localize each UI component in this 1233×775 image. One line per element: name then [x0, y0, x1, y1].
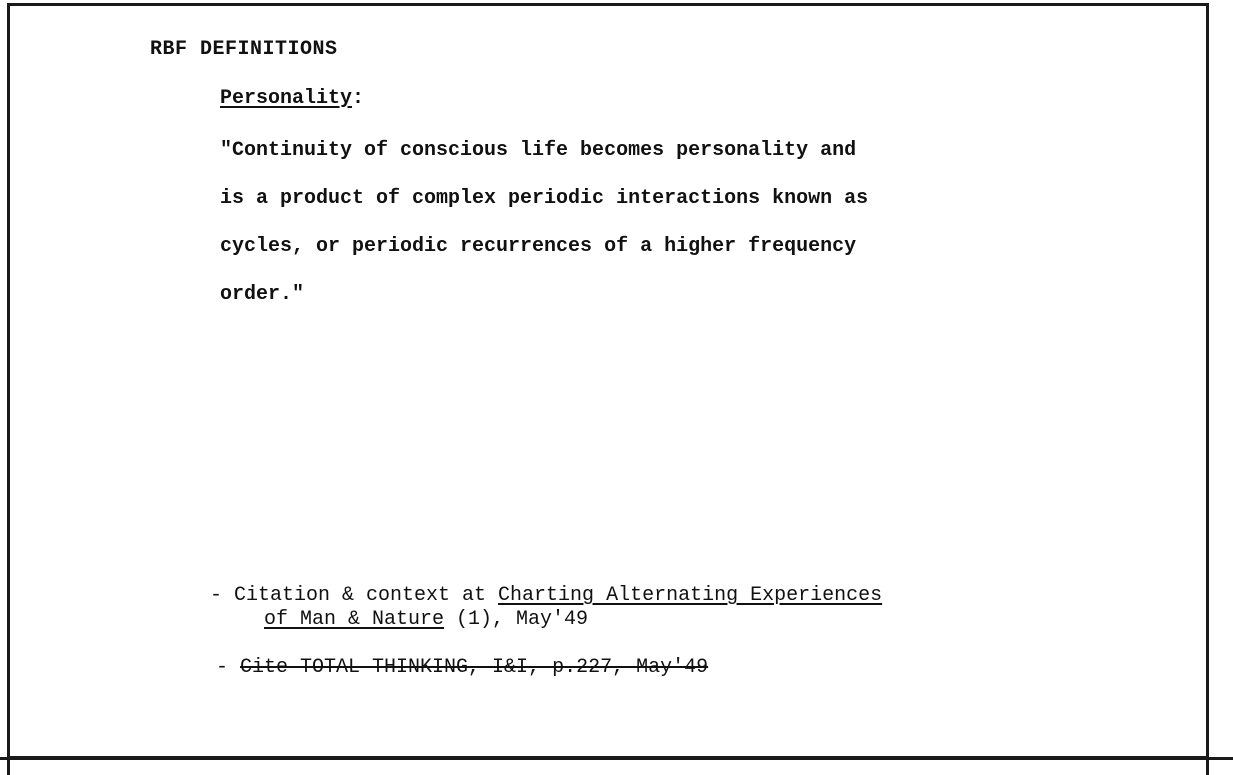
- struck-citation-text: Cite TOTAL THINKING, I&I, p.227, May'49: [240, 656, 709, 679]
- quote-line: order.": [220, 283, 305, 306]
- definition-term: [220, 87, 364, 110]
- page-title: RBF DEFINITIONS: [150, 38, 338, 61]
- term-label: Personality: [220, 87, 353, 110]
- citation-prefix: - Citation & context at: [210, 584, 499, 607]
- definition-quote: [220, 136, 1020, 328]
- struck-dash: -: [216, 656, 241, 679]
- next-card-right-edge: [1206, 757, 1209, 775]
- index-card: [7, 3, 1209, 759]
- card-bottom-rule: [0, 757, 1233, 760]
- citation-suffix: (1), May'49: [444, 608, 589, 631]
- term-colon: :: [352, 87, 365, 110]
- citation-line-1: [210, 584, 882, 608]
- quote-line: "Continuity of conscious life becomes personality and: [220, 139, 857, 162]
- struck-citation: [216, 656, 708, 679]
- citation: [210, 584, 882, 632]
- citation-line-2: [210, 608, 882, 632]
- quote-line: is a product of complex periodic interactions known as: [220, 187, 869, 210]
- citation-source-title-cont: of Man & Nature: [264, 608, 445, 631]
- next-card-left-edge: [7, 757, 10, 775]
- quote-line: cycles, or periodic recurrences of a higher frequency: [220, 235, 857, 258]
- citation-source-title: Charting Alternating Experiences: [498, 584, 883, 607]
